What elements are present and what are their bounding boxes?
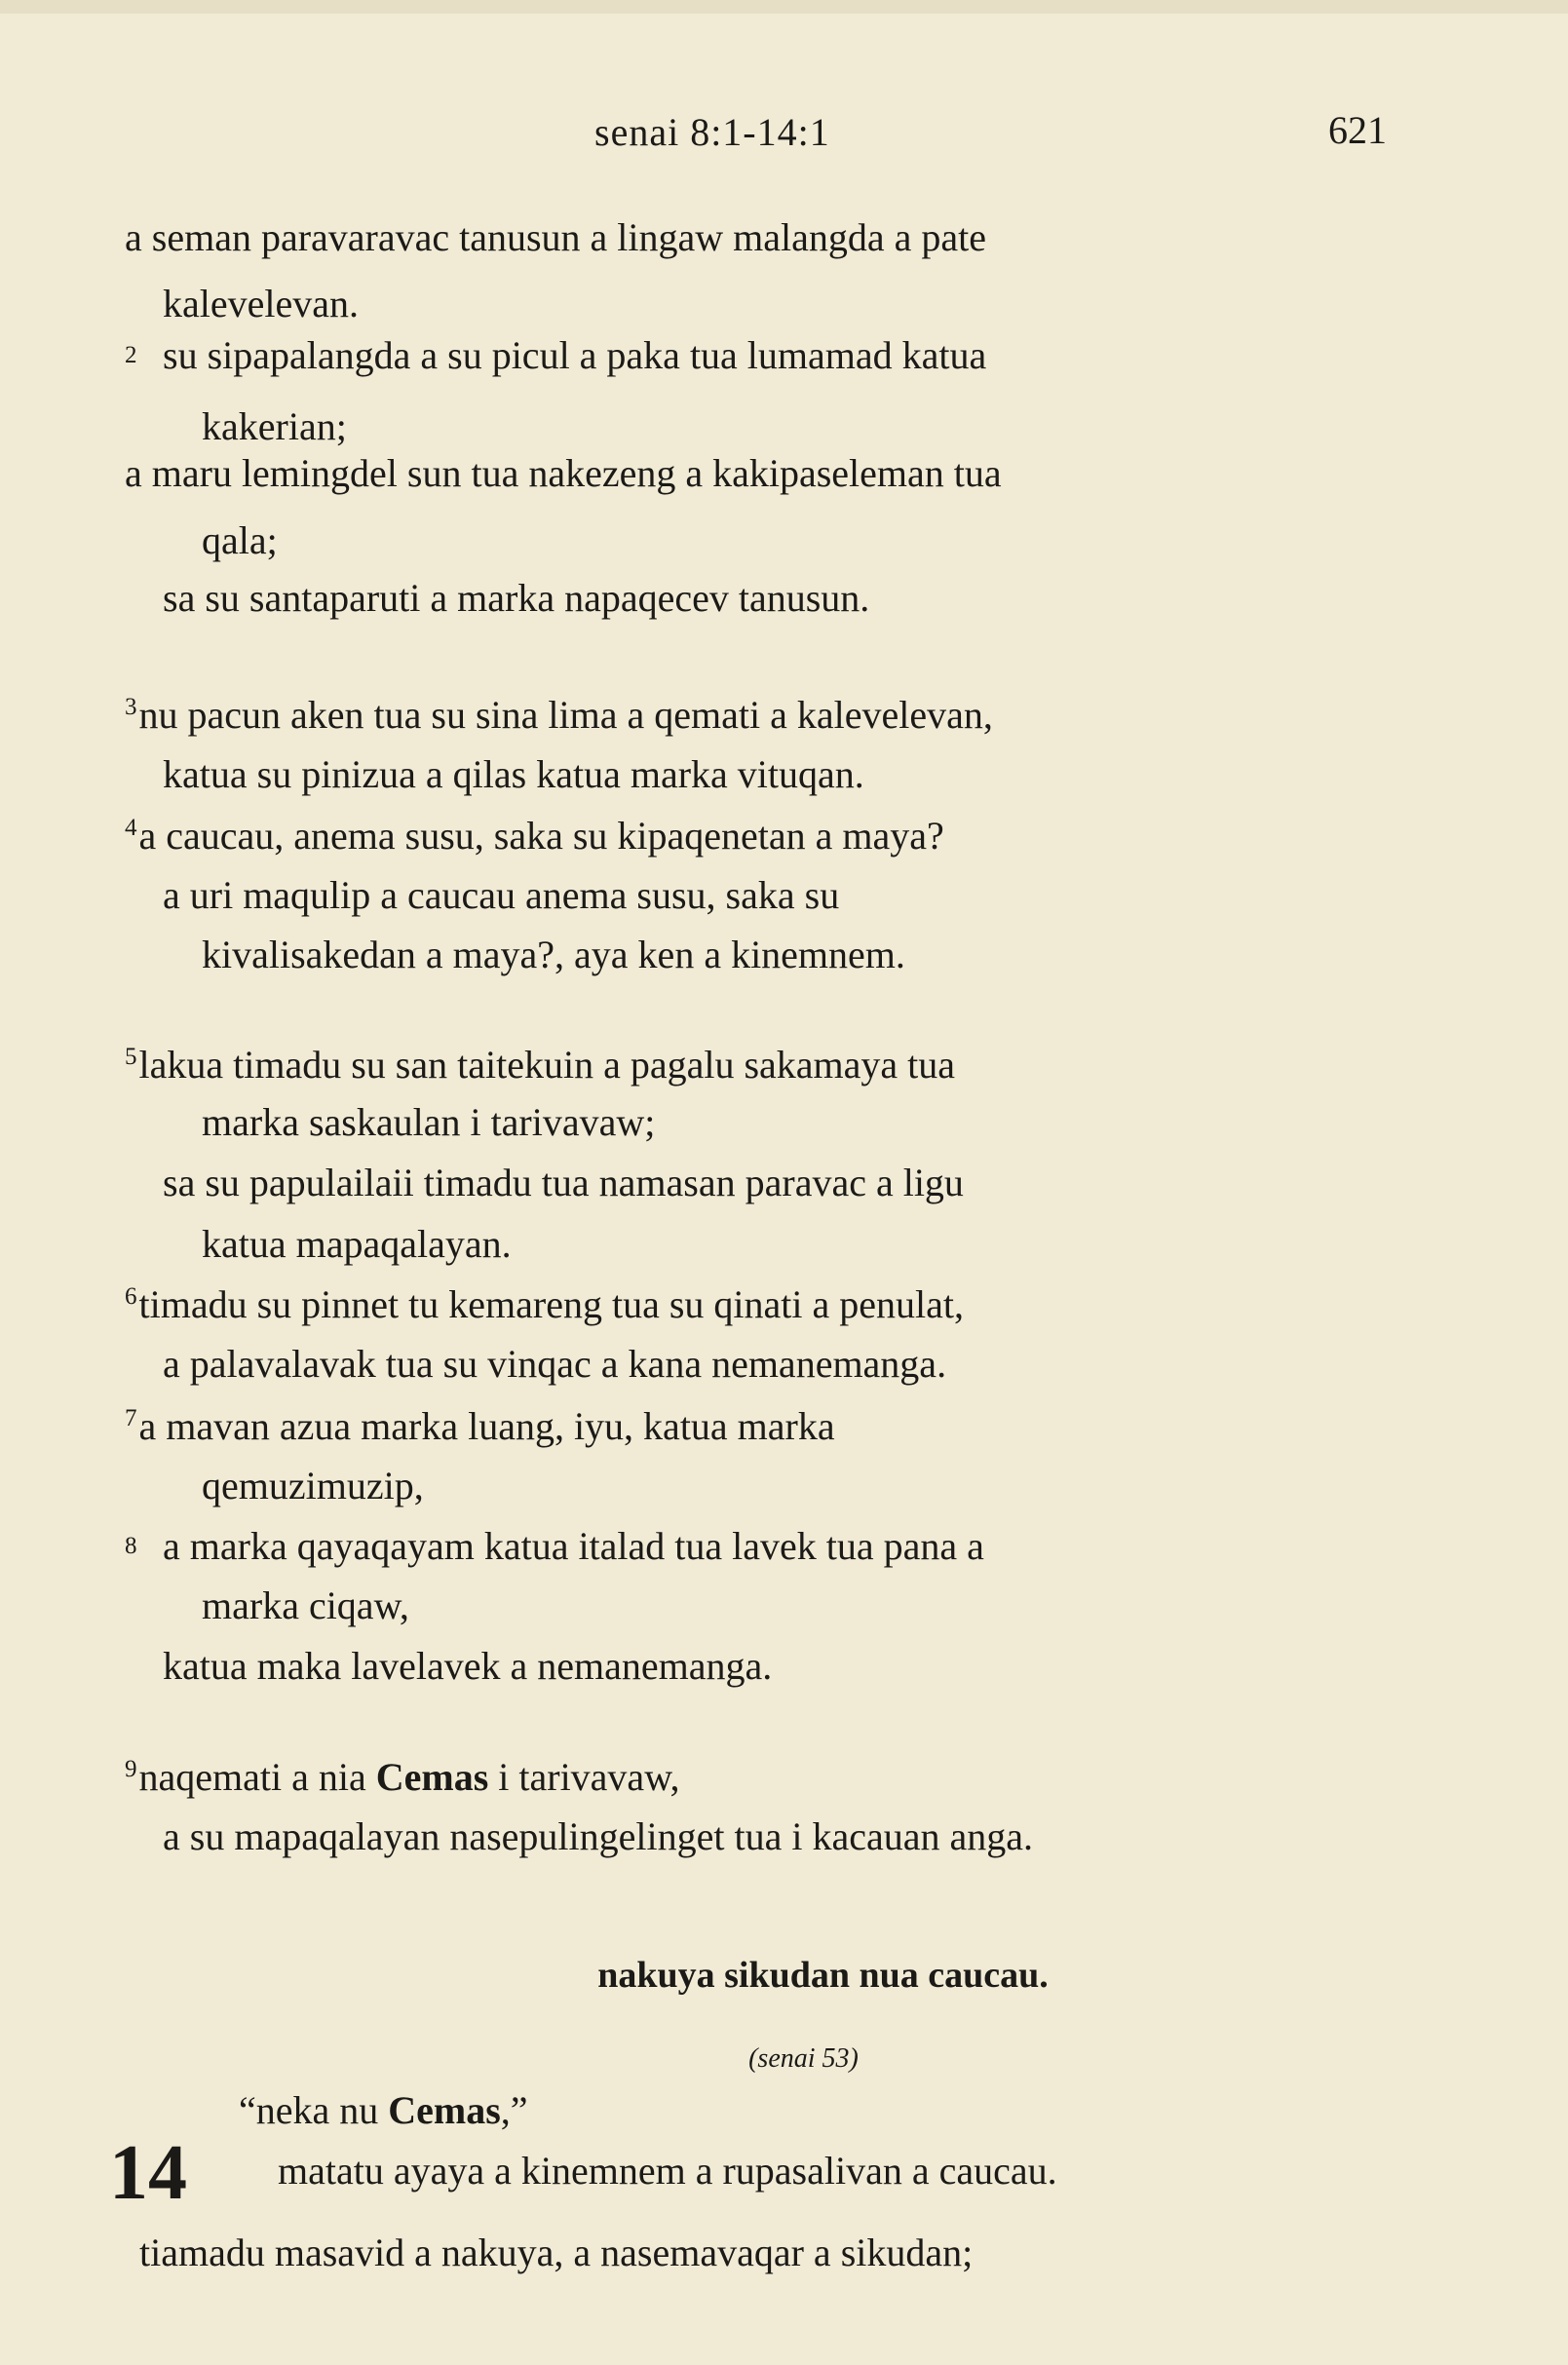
text-line: marka ciqaw, <box>202 1583 409 1627</box>
verse-number: 9 <box>125 1756 137 1782</box>
divine-name: Cemas <box>388 2088 501 2132</box>
text-content: lakua timadu su san taitekuin a pagalu sakamaya tua <box>138 1043 955 1087</box>
text-content: “neka nu <box>239 2088 389 2132</box>
text-line: kakerian; <box>202 404 347 448</box>
page-top-edge <box>0 0 1568 14</box>
text-line: a maru lemingdel sun tua nakezeng a kakipaseleman tua <box>125 451 1002 495</box>
verse-number: 3 <box>125 694 137 720</box>
divine-name: Cemas <box>375 1755 489 1799</box>
section-heading: nakuya sikudan nua caucau. <box>597 1955 1049 1996</box>
text-line: matatu ayaya a kinemnem a rupasalivan a caucau. <box>278 2149 1057 2193</box>
page-number: 621 <box>1328 108 1387 152</box>
text-line: su sipapalangda a su picul a paka tua lumamad katua <box>163 333 987 377</box>
text-line: katua su pinizua a qilas katua marka vituqan. <box>163 752 864 796</box>
verse-number: 2 <box>125 342 137 368</box>
text-content: naqemati a nia <box>138 1755 376 1799</box>
text-line: katua maka lavelavek a nemanemanga. <box>163 1644 773 1688</box>
text-line: marka saskaulan i tarivavaw; <box>202 1100 656 1144</box>
text-line: qala; <box>202 518 278 562</box>
verse-number: 6 <box>125 1283 137 1310</box>
text-line <box>125 816 944 856</box>
text-line <box>125 1284 964 1324</box>
text-line <box>125 1045 955 1085</box>
text-line: qemuzimuzip, <box>202 1464 424 1507</box>
text-line: sa su santaparuti a marka napaqecev tanusun. <box>163 576 870 620</box>
text-line: a palavalavak tua su vinqac a kana nemanemanga. <box>163 1342 947 1386</box>
text-line: a seman paravaravac tanusun a lingaw malangda a pate <box>125 215 987 259</box>
verse-number: 5 <box>125 1044 137 1070</box>
text-line <box>125 1757 679 1797</box>
text-content: i tarivavaw, <box>488 1755 680 1799</box>
text-line: tiamadu masavid a nakuya, a nasemavaqar a sikudan; <box>139 2231 974 2274</box>
text-line <box>239 2088 528 2132</box>
text-line: sa su papulailaii timadu tua namasan paravac a ligu <box>163 1161 964 1204</box>
text-line: a su mapaqalayan nasepulingelinget tua i kacauan anga. <box>163 1814 1033 1858</box>
chapter-number: 14 <box>109 2130 187 2216</box>
text-content: nu pacun aken tua su sina lima a qemati a kalevelevan, <box>138 693 993 737</box>
verse-number: 7 <box>125 1405 137 1431</box>
text-line: a uri maqulip a caucau anema susu, saka su <box>163 873 840 917</box>
text-line: a marka qayaqayam katua italad tua lavek tua pana a <box>163 1524 984 1568</box>
text-line <box>125 1406 835 1446</box>
text-line: katua mapaqalayan. <box>202 1222 512 1266</box>
verse-number: 4 <box>125 815 137 841</box>
text-line: kalevelevan. <box>163 282 359 325</box>
text-line <box>125 695 993 735</box>
text-content: a caucau, anema susu, saka su kipaqenetan a maya? <box>138 814 944 858</box>
cross-reference: (senai 53) <box>748 2043 859 2074</box>
text-content: ,” <box>500 2088 528 2132</box>
text-line: kivalisakedan a maya?, aya ken a kinemnem. <box>202 933 905 976</box>
verse-number: 8 <box>125 1533 137 1559</box>
text-content: a mavan azua marka luang, iyu, katua marka <box>138 1404 835 1448</box>
text-content: timadu su pinnet tu kemareng tua su qinati a penulat, <box>138 1282 964 1326</box>
running-header: senai 8:1-14:1 <box>594 110 830 154</box>
